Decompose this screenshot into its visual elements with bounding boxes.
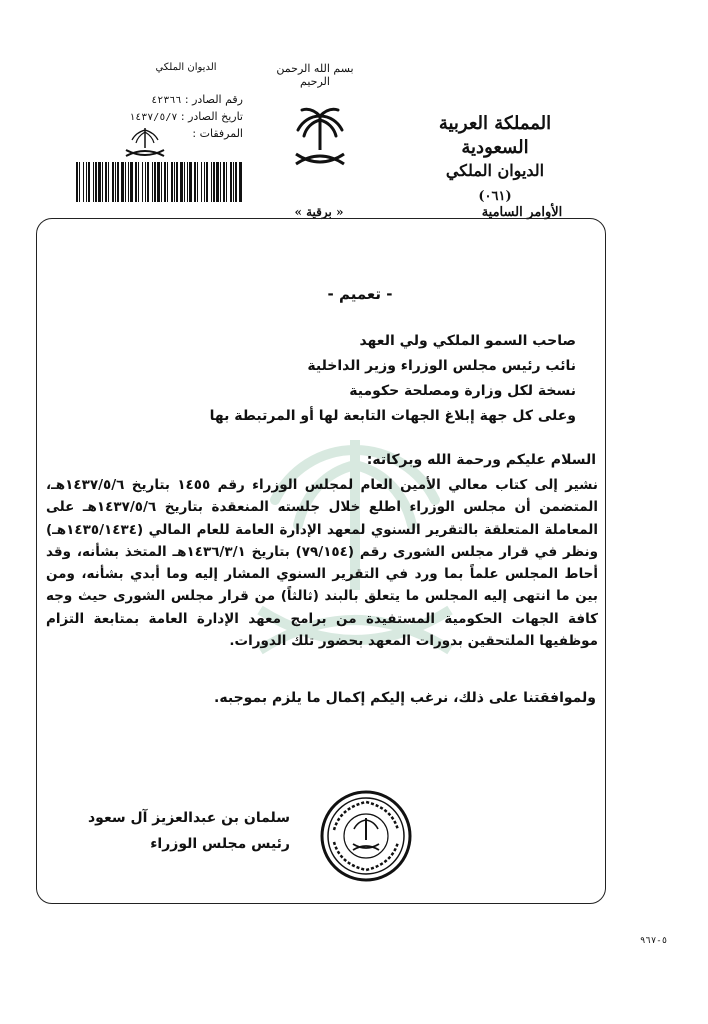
royal-court-small-title: الديوان الملكي [155,62,217,73]
palm-swords-emblem-icon [290,104,350,174]
high-orders-label: الأوامر السامية [481,205,563,220]
telegram-label: « برقية » [294,205,344,219]
signature-name: سلمان بن عبدالعزيز آل سعود [87,810,290,826]
small-emblem-icon [120,126,170,160]
issued-date-row [88,109,243,126]
issued-date-label: تاريخ الصادر : [180,110,243,123]
addressee-line: نائب رئيس مجلس الوزراء وزير الداخلية [307,358,576,374]
issued-number-row [88,92,243,109]
barcode [74,162,246,202]
issued-date-value: ١٤٣٧/٥/٧ [129,112,178,123]
footer-reference: ٥-٩٦٧ [640,936,668,946]
greeting: السلام عليكم ورحمة الله وبركاته: [366,452,596,468]
addressee-line: صاحب السمو الملكي ولي العهد [359,333,576,349]
basmala: بسم الله الرحمن الرحيم [276,62,354,88]
body-paragraph: نشير إلى كتاب معالي الأمين العام لمجلس الوزراء رقم ١٤٥٥ بتاريخ ١٤٣٧/٥/٦هـ، المتضمن أن مجلس الوزراء اطلع خلال جلسته المنعقدة بتاريخ ١٤٣٧/٥/٦هـ على المعاملة المتعلقة بالتقرير السنوي لمعهد الإدارة العامة للعام المالي (١٤٣٥/١٤٣٤هـ) ونظر في قرار مجلس الشورى رقم (٧٩/١٥٤) بتاريخ ١٤٣٦/٣/١هـ المتخذ بشأنه، وقد أحاط المجلس علماً بما ورد في التقرير السنوي المشار إليه وما أبدي بشأنه، ومن بين ما انتهى إليه المجلس ما يتعلق بالبند (ثالثاً) من قرار مجلس الشورى حيث وجه كافة الجهات الحكومية المستفيدة من برامج معهد الإدارة العامة بمتابعة التزام موظفيها الملتحقين بدورات المعهد بحضور تلك الدورات. [46,477,598,650]
attachments-label: المرفقات : [192,127,243,140]
royal-court-title: الديوان الملكي [445,161,545,180]
addressee-line: وعلى كل جهة إبلاغ الجهات التابعة لها أو المرتبطة بها [209,408,576,424]
closing-line: ولموافقتنا على ذلك، نرغب إليكم إكمال ما يلزم بموجبه. [214,690,596,706]
document-heading: - تعميم - [327,285,393,303]
kingdom-title-block [420,112,570,208]
issued-number-label: رقم الصادر : [184,93,243,106]
addressee-line: نسخة لكل وزارة ومصلحة حكومية [349,383,576,399]
kingdom-name: المملكة العربية السعودية [438,113,552,158]
signature-title: رئيس مجلس الوزراء [150,836,290,852]
royal-seal-icon [320,790,412,882]
issued-number-value: ٤٢٣٦٦ [151,95,182,106]
office-code: (٠٦١) [478,189,512,204]
